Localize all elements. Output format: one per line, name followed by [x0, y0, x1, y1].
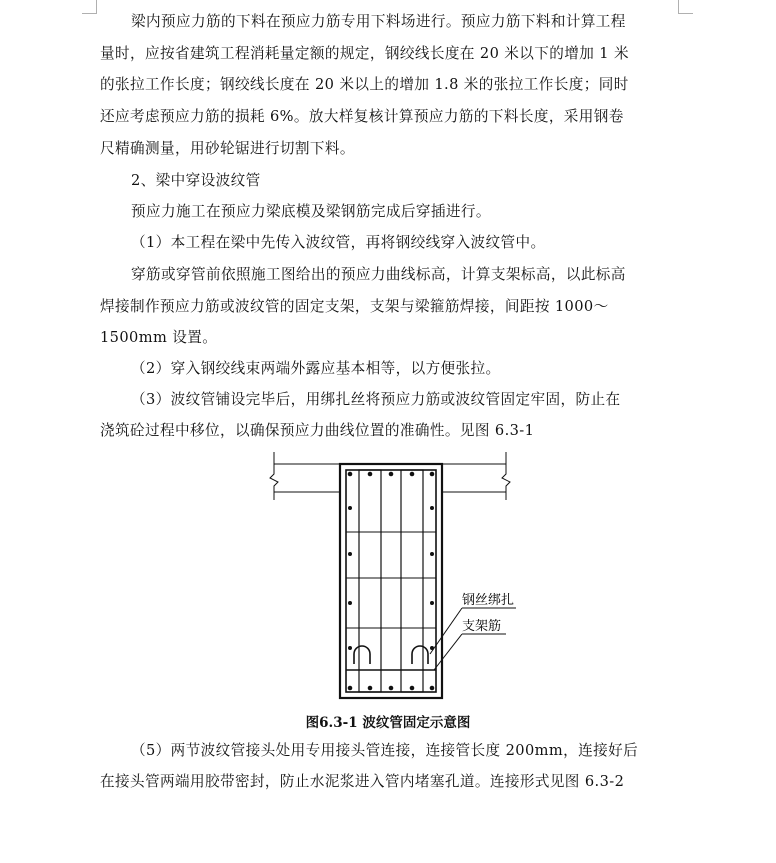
rebar-dot	[410, 686, 415, 691]
paragraph-line: 还应考虑预应力筋的损耗 6%。放大样复核计算预应力筋的下料长度，采用钢卷	[100, 108, 624, 125]
paragraph-line: （3）波纹管铺设完毕后，用绑扎丝将预应力筋或波纹管固定牢固，防止在	[131, 391, 621, 408]
leader-line-wire	[430, 608, 462, 654]
rebar-dot	[410, 472, 415, 477]
paragraph-line: 的张拉工作长度；钢绞线长度在 20 米以上的增加 1.8 米的张拉工作长度；同时	[100, 76, 629, 93]
paragraph-line: 穿筋或穿管前依照施工图给出的预应力曲线标高，计算支架标高，以此标高	[131, 266, 626, 283]
paragraph-line: 焊接制作预应力筋或波纹管的固定支架，支架与梁箍筋焊接，间距按 1000～	[100, 298, 609, 315]
rebar-dot	[430, 686, 435, 691]
paragraph-line: 在接头管两端用胶带密封，防止水泥浆进入管内堵塞孔道。连接形式见图 6.3-2	[100, 773, 625, 790]
paragraph-line: 1500mm 设置。	[100, 329, 218, 346]
paragraph-line: （5）两节波纹管接头处用专用接头管连接，连接管长度 200mm，连接好后	[131, 742, 639, 759]
paragraph-line: （1）本工程在梁中先传入波纹管，再将钢绞线穿入波纹管中。	[131, 234, 546, 251]
label-support-bar: 支架筋	[462, 619, 502, 634]
rebar-dot	[348, 601, 352, 605]
duct-right	[412, 646, 428, 664]
paragraph-line: 梁内预应力筋的下料在预应力筋专用下料场进行。预应力筋下料和计算工程	[131, 13, 626, 30]
page-corner-mark	[678, 0, 680, 14]
rebar-dot	[430, 506, 434, 510]
rebar-dot	[348, 686, 353, 691]
break-line	[502, 452, 510, 500]
paragraph-line: 量时，应按省建筑工程消耗量定额的规定，钢绞线长度在 20 米以下的增加 1 米	[100, 45, 630, 62]
beam-outline	[340, 464, 442, 698]
rebar-dot	[368, 472, 373, 477]
rebar-dot	[389, 472, 394, 477]
rebar-dot	[430, 646, 434, 650]
rebar-dot	[348, 646, 352, 650]
rebar-dot	[348, 472, 353, 477]
section-heading: 2、梁中穿设波纹管	[131, 172, 261, 189]
rebar-dot	[368, 686, 373, 691]
paragraph-line: （2）穿入钢绞线束两端外露应基本相等，以方便张拉。	[131, 360, 501, 377]
rebar-dot	[430, 472, 435, 477]
paragraph-line: 浇筑砼过程中移位，以确保预应力曲线位置的准确性。见图 6.3-1	[100, 422, 535, 439]
beam-cross-section-diagram	[266, 448, 536, 704]
page-corner-mark	[96, 0, 98, 14]
figure-caption: 图6.3-1 波纹管固定示意图	[305, 715, 471, 731]
rebar-dot	[389, 686, 394, 691]
rebar-dot	[430, 601, 434, 605]
duct-left	[354, 646, 370, 664]
leader-line-support	[434, 634, 462, 670]
rebar-dot	[348, 552, 352, 556]
page-corner-mark	[679, 13, 693, 15]
page-corner-mark	[82, 13, 96, 15]
rebar-dot	[348, 506, 352, 510]
paragraph-line: 预应力施工在预应力梁底模及梁钢筋完成后穿插进行。	[131, 203, 491, 220]
break-line	[270, 452, 278, 500]
rebar-dot	[430, 552, 434, 556]
paragraph-line: 尺精确测量，用砂轮锯进行切割下料。	[100, 140, 355, 157]
label-wire-binding: 钢丝绑扎	[462, 593, 515, 608]
